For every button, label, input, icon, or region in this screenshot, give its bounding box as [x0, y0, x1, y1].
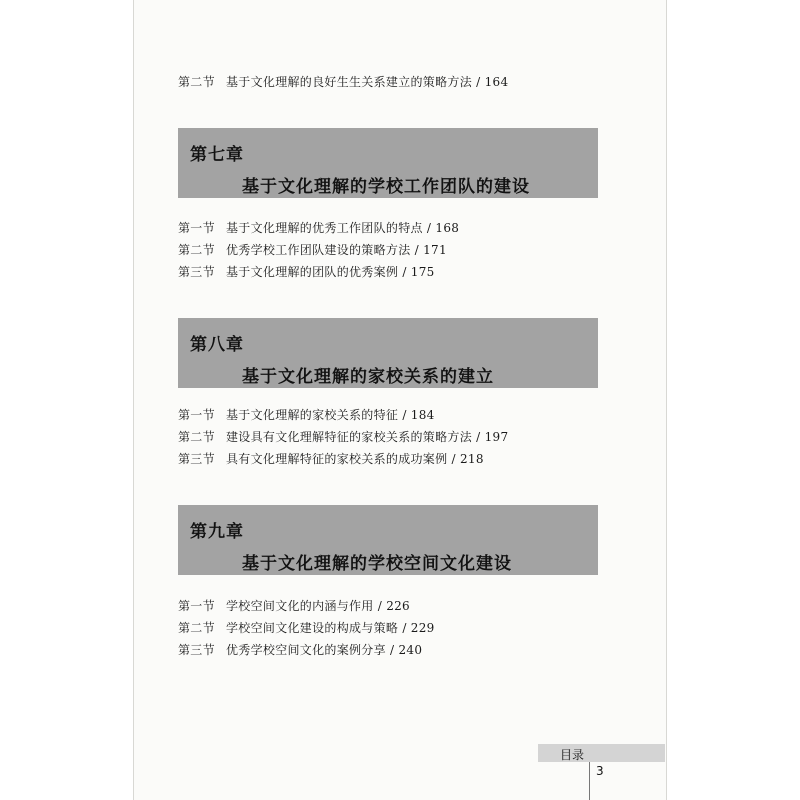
toc-entry: 第二节 学校空间文化建设的构成与策略 / 229: [178, 621, 435, 635]
section-number: 第二节: [178, 430, 215, 444]
toc-entry: 第一节 学校空间文化的内涵与作用 / 226: [178, 599, 410, 613]
section-number: 第二节: [178, 75, 215, 89]
chapter-heading: [178, 318, 598, 388]
section-number: 第三节: [178, 452, 215, 466]
section-title: 优秀学校工作团队建设的策略方法: [226, 243, 411, 257]
section-number: 第二节: [178, 243, 215, 257]
footer-bar: [538, 744, 665, 762]
page-number: 218: [459, 452, 484, 466]
toc-entry: 第一节 基于文化理解的优秀工作团队的特点 / 168: [178, 221, 460, 235]
toc-entry: 第三节 具有文化理解特征的家校关系的成功案例 / 218: [178, 452, 484, 466]
section-title: 基于文化理解的团队的优秀案例: [226, 265, 399, 279]
chapter-heading: [178, 505, 598, 575]
footer-label: 目录: [560, 748, 585, 762]
page-number: 240: [398, 643, 423, 657]
chapter-number: 第七章: [190, 145, 244, 165]
chapter-title: 基于文化理解的学校工作团队的建设: [242, 177, 530, 197]
page-number: 175: [410, 265, 435, 279]
page-number: 229: [410, 621, 435, 635]
toc-entry: 第三节 基于文化理解的团队的优秀案例 / 175: [178, 265, 435, 279]
toc-entry: 第二节 建设具有文化理解特征的家校关系的策略方法 / 197: [178, 430, 509, 444]
chapter-heading: [178, 128, 598, 198]
toc-entry: 第二节 优秀学校工作团队建设的策略方法 / 171: [178, 243, 447, 257]
section-title: 基于文化理解的良好生生关系建立的策略方法: [226, 75, 473, 89]
book-page: [133, 0, 667, 800]
section-title: 建设具有文化理解特征的家校关系的策略方法: [226, 430, 473, 444]
section-number: 第三节: [178, 265, 215, 279]
section-title: 具有文化理解特征的家校关系的成功案例: [226, 452, 448, 466]
section-title: 学校空间文化的内涵与作用: [226, 599, 374, 613]
section-number: 第三节: [178, 643, 215, 657]
section-number: 第二节: [178, 621, 215, 635]
chapter-title: 基于文化理解的家校关系的建立: [242, 367, 494, 387]
page-number: 184: [410, 408, 435, 422]
section-title: 基于文化理解的优秀工作团队的特点: [226, 221, 423, 235]
page-number: 226: [386, 599, 410, 613]
toc-entry: 第二节 基于文化理解的良好生生关系建立的策略方法 / 164: [178, 75, 509, 89]
chapter-number: 第九章: [190, 522, 244, 542]
chapter-number: 第八章: [190, 335, 244, 355]
footer-page-number: 3: [596, 764, 604, 778]
chapter-title: 基于文化理解的学校空间文化建设: [242, 554, 512, 574]
page-number: 164: [484, 75, 509, 89]
section-title: 优秀学校空间文化的案例分享: [226, 643, 386, 657]
toc-entry: 第三节 优秀学校空间文化的案例分享 / 240: [178, 643, 423, 657]
page-number: 197: [484, 430, 509, 444]
section-title: 基于文化理解的家校关系的特征: [226, 408, 399, 422]
section-number: 第一节: [178, 408, 215, 422]
toc-entry: 第一节 基于文化理解的家校关系的特征 / 184: [178, 408, 435, 422]
page-number: 171: [423, 243, 447, 257]
page-number: 168: [435, 221, 460, 235]
section-title: 学校空间文化建设的构成与策略: [226, 621, 399, 635]
section-number: 第一节: [178, 599, 215, 613]
section-number: 第一节: [178, 221, 215, 235]
